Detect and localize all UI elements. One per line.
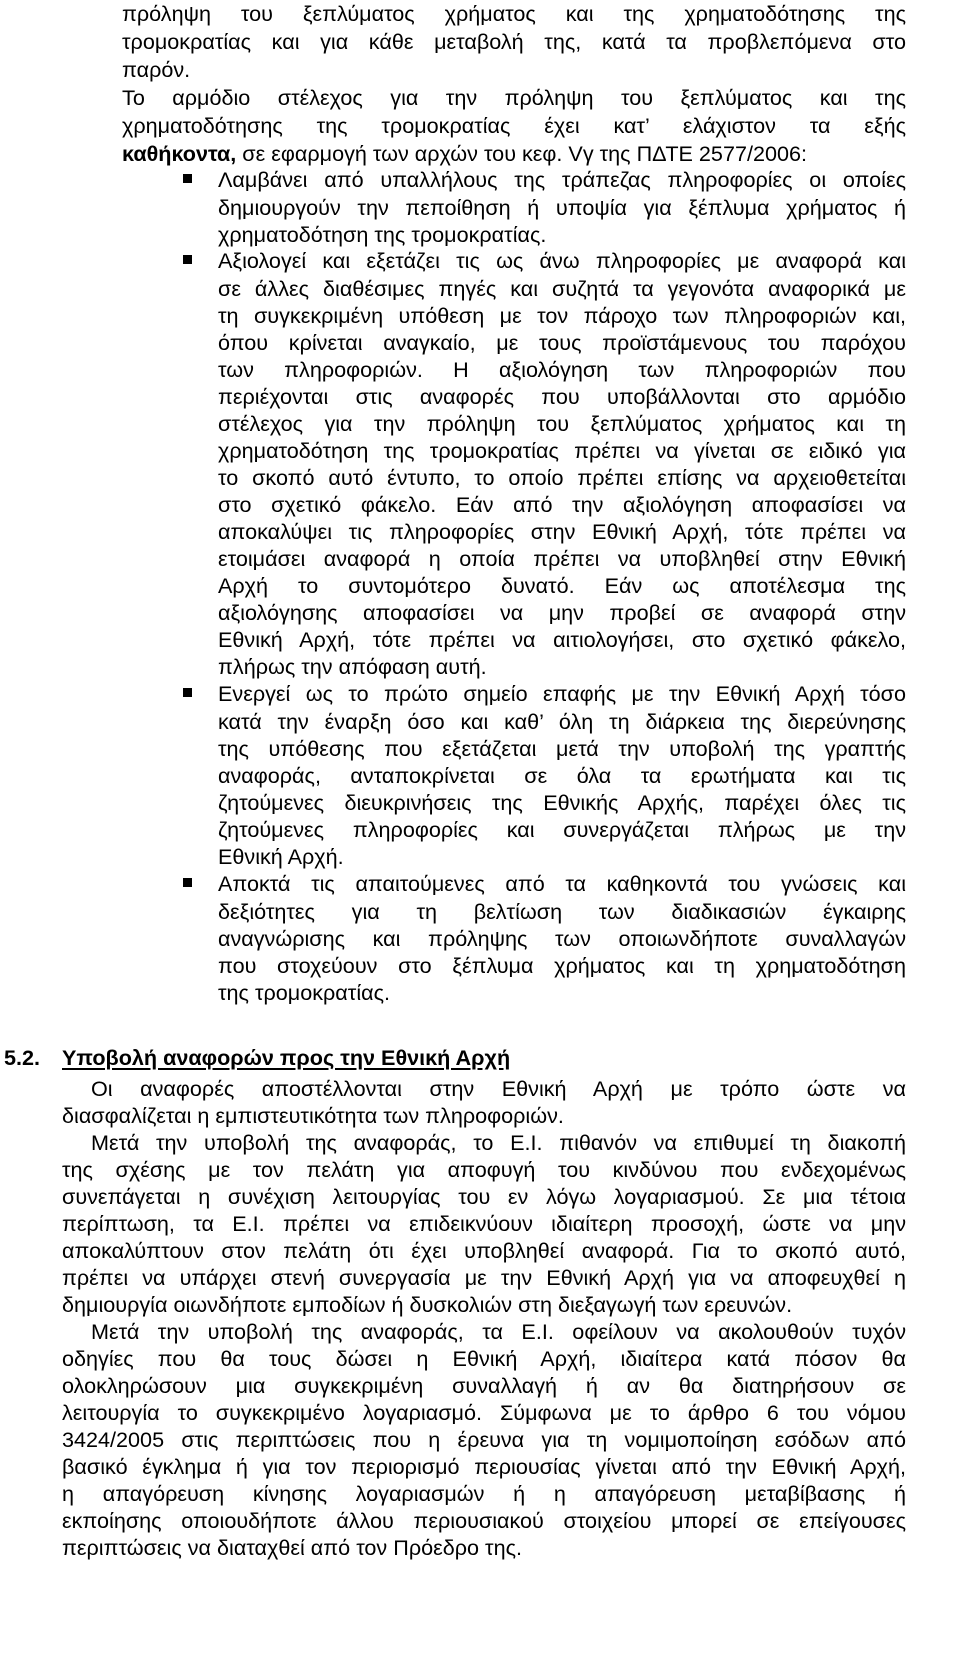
text-line: Αξιολογεί και εξετάζει τις ως άνω πληροφορίες με αναφορά και xyxy=(218,248,906,273)
text-line: ετοιμάσει αναφορά η οποία πρέπει να υποβληθεί στην Εθνική xyxy=(218,546,906,571)
text-line: ολοκληρώσουν μια συγκεκριμένη συναλλαγή ή αν θα διατηρήσουν σε xyxy=(62,1373,906,1398)
bullet-icon xyxy=(183,174,192,183)
text-line: Εθνική Αρχή. xyxy=(218,844,344,869)
text-line: τη συγκεκριμένη υπόθεση με τον πάροχο των πληροφοριών και, xyxy=(218,303,906,328)
text-line: Μετά την υποβολή της αναφοράς, τα Ε.Ι. οφείλουν να ακολουθούν τυχόν xyxy=(91,1319,906,1344)
text-line: που στοχεύουν στο ξέπλυμα χρήματος και τη χρηματοδότηση xyxy=(218,953,906,978)
text-line: χρηματοδότηση της τρομοκρατίας πρέπει να γίνεται σε ειδικό για xyxy=(218,438,906,463)
text-line: Ενεργεί ως το πρώτο σημείο επαφής με την Εθνική Αρχή τόσο xyxy=(218,681,906,706)
text-line: στο σχετικό φάκελο. Εάν από την αξιολόγηση αποφασίσει να xyxy=(218,492,906,517)
text-line: πρόληψη του ξεπλύματος χρήματος και της χρηματοδότησης της xyxy=(122,1,906,26)
text-line: Αρχή το συντομότερο δυνατό. Εάν ως αποτέλεσμα της xyxy=(218,573,906,598)
text-line: συνεπάγεται η συνέχιση λειτουργίας του εν λόγω λογαριασμού. Σε μια τέτοια xyxy=(62,1184,906,1209)
text-line: εκποίησης οποιουδήποτε άλλου περιουσιακού στοιχείου μπορεί σε επείγουσες xyxy=(62,1508,906,1533)
text-line: οδηγίες που θα τους δώσει η Εθνική Αρχή, ιδιαίτερα κατά πόσον θα xyxy=(62,1346,906,1371)
text-line: πλήρως την απόφαση αυτή. xyxy=(218,654,487,679)
text-line: κατά την έναρξη όσο και καθ’ όλη τη διάρκεια της διερεύνησης xyxy=(218,709,906,734)
text-line: η απαγόρευση κίνησης λογαριασμών ή η απαγόρευση μεταβίβασης ή xyxy=(62,1481,906,1506)
text-line: της σχέσης με τον πελάτη για αποφυγή του κινδύνου που ενδεχομένως xyxy=(62,1157,906,1182)
section-number: 5.2. xyxy=(4,1045,41,1070)
bold-term: καθήκοντα, xyxy=(122,141,237,166)
text-line: της υπόθεσης που εξετάζεται μετά την υποβολή της γραπτής xyxy=(218,736,906,761)
text-line: λειτουργία το συγκεκριμένο λογαριασμό. Σύμφωνα με το άρθρο 6 του νόμου xyxy=(62,1400,906,1425)
text-line: παρόν. xyxy=(122,57,191,82)
text-line: δημιουργούν την πεποίθηση ή υποψία για ξέπλυμα χρήματος ή xyxy=(218,195,906,220)
section-title: Υποβολή αναφορών προς την Εθνική Αρχή xyxy=(62,1045,511,1070)
text-run: σε εφαρμογή των αρχών του κεφ. Vγ της ΠΔΤΕ 2577/2006: xyxy=(236,141,808,166)
text-line: πρέπει να υπάρχει στενή συνεργασία με την Εθνική Αρχή για να αποφευχθεί η xyxy=(62,1265,906,1290)
text-line: όπου κρίνεται αναγκαίο, με τους προϊστάμενους του παρόχου xyxy=(218,330,906,355)
text-line: περίπτωση, τα Ε.Ι. πρέπει να επιδεικνύουν ιδιαίτερη προσοχή, ώστε να μην xyxy=(62,1211,906,1236)
bullet-icon xyxy=(183,255,192,264)
text-line: Μετά την υποβολή της αναφοράς, το Ε.Ι. πιθανόν να επιθυμεί τη διακοπή xyxy=(91,1130,906,1155)
text-line: δημιουργία οιωνδήποτε εμποδίων ή δυσκολιών στη διεξαγωγή των ερευνών. xyxy=(62,1292,793,1317)
text-line: Το αρμόδιο στέλεχος για την πρόληψη του ξεπλύματος και της xyxy=(122,85,906,110)
text-line: των πληροφοριών. Η αξιολόγηση των πληροφοριών που xyxy=(218,357,906,382)
text-line: περιπτώσεις να διαταχθεί από τον Πρόεδρο της. xyxy=(62,1535,522,1560)
bullet-icon xyxy=(183,688,192,697)
text-line: αναφοράς, ανταποκρίνεται σε όλα τα ερωτήματα και τις xyxy=(218,763,906,788)
text-line: τρομοκρατίας και για κάθε μεταβολή της, κατά τα προβλεπόμενα στο xyxy=(122,29,906,54)
text-line: 3424/2005 στις περιπτώσεις που η έρευνα για τη νομιμοποίηση εσόδων από xyxy=(62,1427,906,1452)
text-line: της τρομοκρατίας. xyxy=(218,980,391,1005)
text-line: περιέχονται στις αναφορές που υποβάλλονται στο αρμόδιο xyxy=(218,384,906,409)
text-line: ζητούμενες πληροφορίες και συνεργάζεται πλήρως με την xyxy=(218,817,906,842)
text-line: ζητούμενες διευκρινήσεις της Εθνικής Αρχής, παρέχει όλες τις xyxy=(218,790,906,815)
text-line: Οι αναφορές αποστέλλονται στην Εθνική Αρχή με τρόπο ώστε να xyxy=(91,1076,906,1101)
text-line: χρηματοδότησης της τρομοκρατίας έχει κατ’ ελάχιστον τα εξής xyxy=(122,113,906,138)
text-line: χρηματοδότηση της τρομοκρατίας. xyxy=(218,222,547,247)
text-line: βασικό έγκλημα ή για τον περιορισμό περιουσίας γίνεται από την Εθνική Αρχή, xyxy=(62,1454,906,1479)
text-line: δεξιότητες για τη βελτίωση των διαδικασιών έγκαιρης xyxy=(218,899,906,924)
text-line: το σκοπό αυτό έντυπο, το οποίο πρέπει επίσης να αρχειοθετείται xyxy=(218,465,906,490)
text-line: διασφαλίζεται η εμπιστευτικότητα των πληροφοριών. xyxy=(62,1103,564,1128)
text-line: αποκαλύπτουν στον πελάτη ότι έχει υποβληθεί αναφορά. Για το σκοπό αυτό, xyxy=(62,1238,906,1263)
bullet-icon xyxy=(183,878,192,887)
text-line: αποκαλύψει τις πληροφορίες στην Εθνική Αρχή, τότε πρέπει να xyxy=(218,519,906,544)
text-line: στέλεχος για την πρόληψη του ξεπλύματος χρήματος και τη xyxy=(218,411,906,436)
text-line: αξιολόγησης αποφασίσει να μην προβεί σε αναφορά στην xyxy=(218,600,906,625)
text-line: Εθνική Αρχή, τότε πρέπει να αιτιολογήσει, στο σχετικό φάκελο, xyxy=(218,627,906,652)
text-line xyxy=(122,143,807,165)
text-line: Αποκτά τις απαιτούμενες από τα καθηκοντά του γνώσεις και xyxy=(218,871,906,896)
text-line: αναγνώρισης και πρόληψης των οποιωνδήποτε συναλλαγών xyxy=(218,926,906,951)
text-line: Λαμβάνει από υπαλλήλους της τράπεζας πληροφορίες οι οποίες xyxy=(218,167,906,192)
text-line: σε άλλες διαθέσιμες πηγές και συζητά τα γεγονότα αναφορικά με xyxy=(218,276,906,301)
